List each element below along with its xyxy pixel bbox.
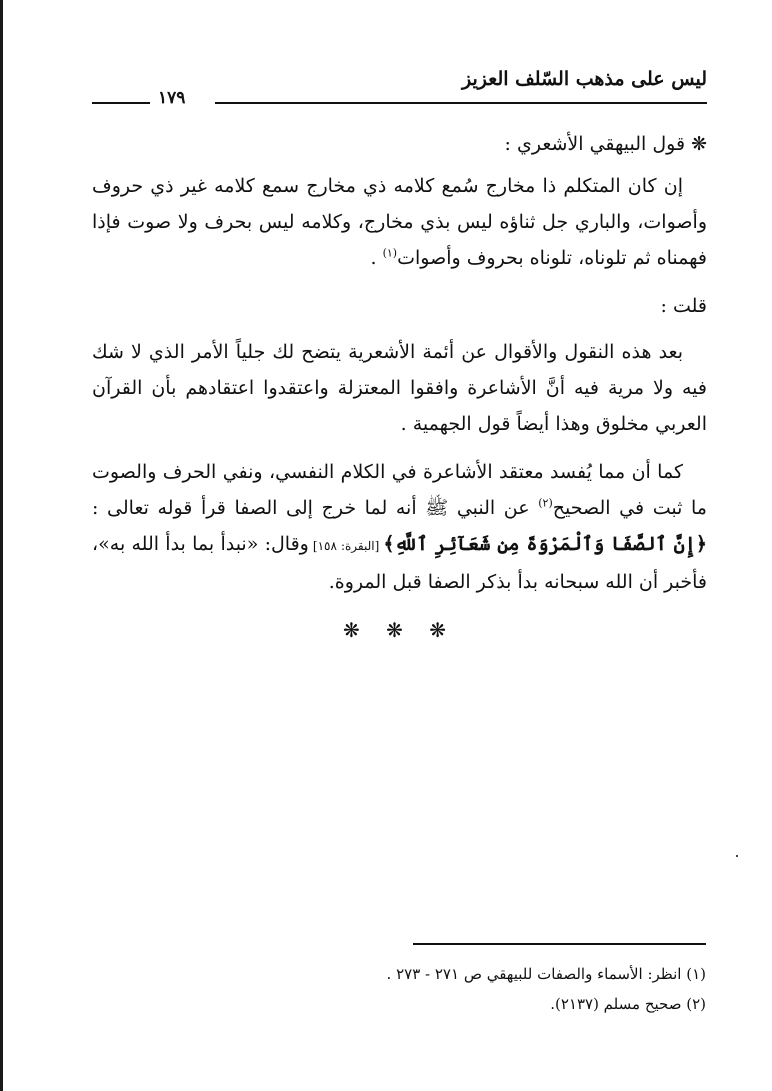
footnote-2: (٢) صحيح مسلم (٢١٣٧). xyxy=(550,995,706,1013)
paragraph-hadith xyxy=(92,454,707,600)
running-title: ليس على مذهب السّلف العزيز xyxy=(462,68,707,90)
page-number: ١٧٩ xyxy=(158,88,186,108)
header-rule-short xyxy=(92,102,150,104)
paragraph-quote-end: . xyxy=(370,247,383,269)
footnote-rule xyxy=(413,943,706,945)
header-rule-long xyxy=(215,102,707,104)
footnote-1: (١) انظر: الأسماء والصفات للبيهقي ص ٢٧١ - ٢٧٣ . xyxy=(386,965,706,983)
label-qultu: قلت : xyxy=(660,295,707,317)
paragraph-quote xyxy=(92,168,707,276)
scan-edge xyxy=(0,0,3,1091)
paragraph-quote-text: إن كان المتكلم ذا مخارج سُمع كلامه ذي مخارج سمع كلامه غير ذي حروف وأصوات، والباري جل ثناؤه ليس بذي مخارج، وكلامه ليس بحرف ولا صوت فإذا فهمناه ثم تلوناه، تلوناه بحروف وأصوات xyxy=(92,175,707,269)
section-separator: ❋ ❋ ❋ xyxy=(343,618,456,642)
paragraph-hadith-middle: عن النبي ﷺ أنه لما خرج إلى الصفا قرأ قوله تعالى : xyxy=(92,497,539,519)
verse-reference: [البقرة: ١٥٨] xyxy=(308,539,384,553)
quran-verse: ﴿إِنَّ ٱلصَّفَا وَٱلْمَرْوَةَ مِن شَعَآئِرِ ٱللَّهِ﴾ xyxy=(383,533,708,555)
footnote-ref-1[interactable]: (١) xyxy=(382,246,398,260)
page-body xyxy=(92,126,707,648)
footnote-ref-2[interactable]: (٢) xyxy=(538,496,553,510)
asterisk-icon: ❋ xyxy=(691,133,707,155)
paragraph-hadith-after: وقال: «نبدأ بما بدأ الله به»، فأخبر أن الله سبحانه بدأ بذكر الصفا قبل المروة. xyxy=(92,533,707,593)
page-header xyxy=(92,68,707,108)
footnotes xyxy=(306,959,706,1019)
section-heading xyxy=(92,126,707,162)
paragraph-hadith-before: كما أن مما يُفسد معتقد الأشاعرة في الكلام النفسي، ونفي الحرف والصوت ما ثبت في الصحيح xyxy=(92,461,707,519)
section-heading-text: قول البيهقي الأشعري : xyxy=(504,133,686,155)
scan-speck xyxy=(736,855,738,857)
paragraph-conclusion: بعد هذه النقول والأقوال عن أئمة الأشعرية يتضح لك جلياً الأمر الذي لا شك فيه ولا مرية فيه أنَّ الأشاعرة وافقوا المعتزلة واعتقدوا اعتقادهم بأن القرآن العربي مخلوق وهذا أيضاً قول الجهمية . xyxy=(92,341,707,435)
